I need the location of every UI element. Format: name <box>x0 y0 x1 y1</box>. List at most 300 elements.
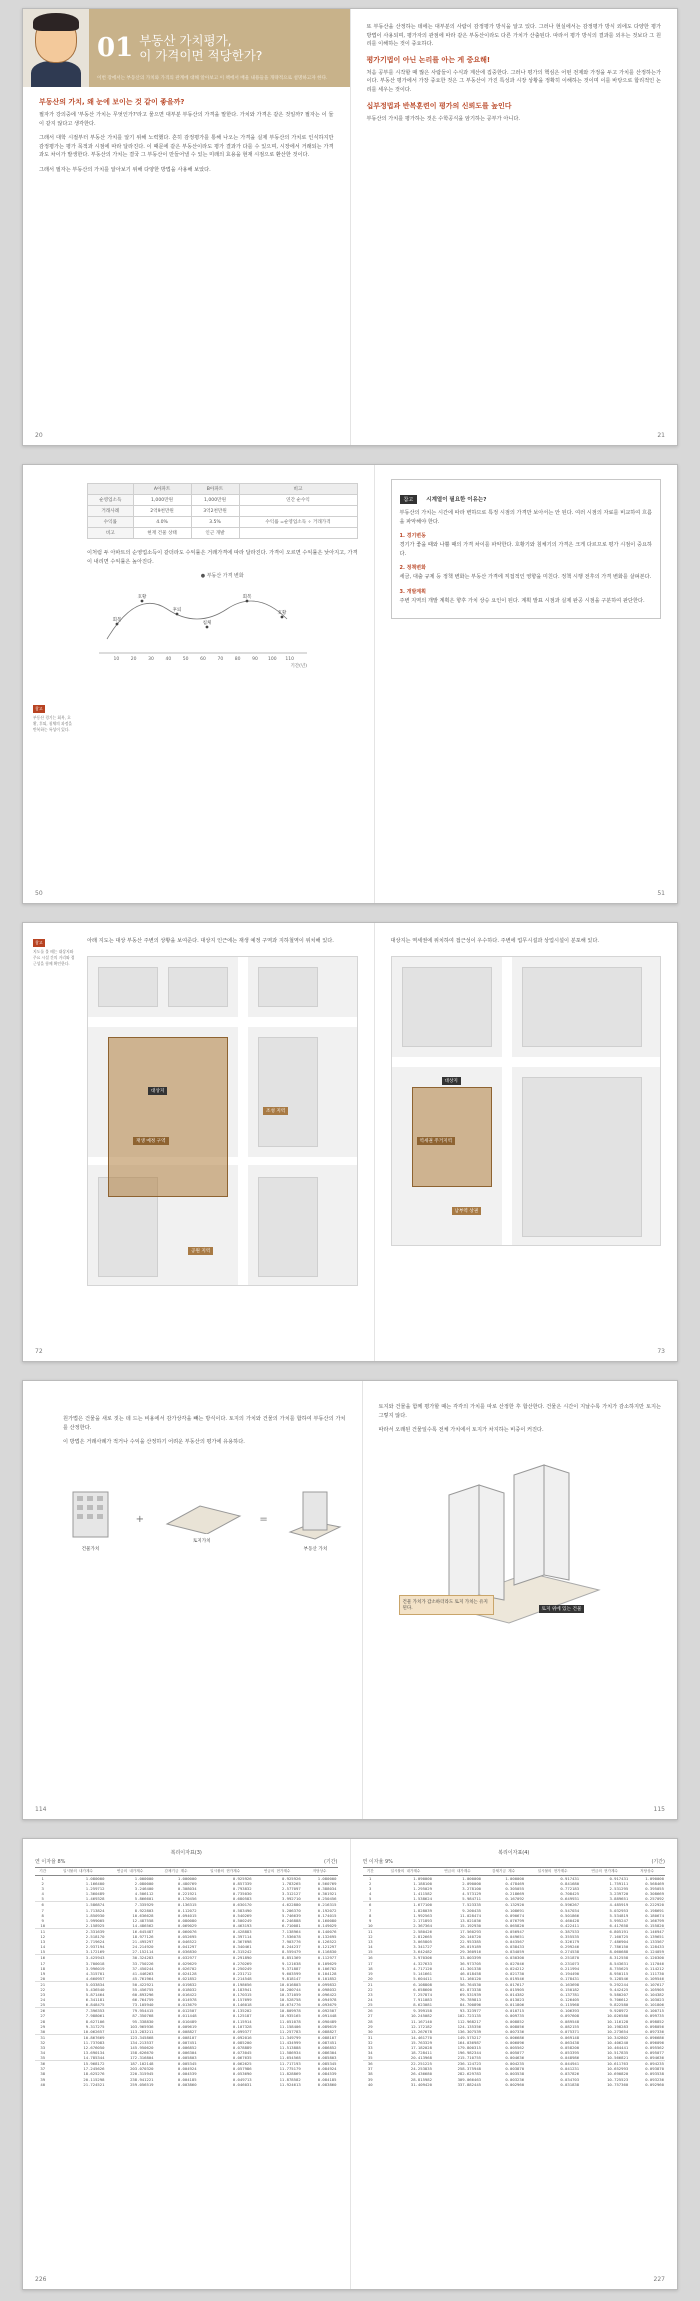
page-number: 115 <box>653 1806 665 1813</box>
table-cell: 1 <box>369 1876 372 1881</box>
table-cell: 39 <box>40 2076 46 2082</box>
table-cell: 31 <box>363 2034 378 2040</box>
table-cell: 38 <box>40 2071 46 2077</box>
table-cell: 0.568469 <box>645 1881 664 1887</box>
table-cell: 0.178431 <box>560 1975 580 1981</box>
table-cell: 13 <box>40 1939 46 1945</box>
table-cell: 36.973705 <box>459 1960 482 1966</box>
table-cell: 0.104128 <box>317 1970 337 1976</box>
table-cell: 21.495297 <box>132 1939 154 1945</box>
table-cell: 0.115914 <box>232 2018 252 2024</box>
table-cell: 38 <box>367 2071 373 2077</box>
table-meta <box>363 1858 666 1865</box>
comparison-table <box>87 483 358 539</box>
table-cell: 0.216315 <box>302 1902 338 1908</box>
table-cell: 0.192072 <box>317 1907 337 1913</box>
table-cell: 25 <box>40 2002 46 2008</box>
table-cell: 0.049651 <box>505 1934 525 1940</box>
table-cell: 0.198691 <box>645 1907 664 1913</box>
table-cell: 0.108691 <box>505 1907 525 1913</box>
table-cell: 0.174015 <box>317 1912 337 1918</box>
table-cell: 41.301338 <box>459 1965 482 1971</box>
table-header: B아파트 <box>191 484 239 495</box>
table-cell: 16.645487 <box>105 1928 154 1934</box>
table-cell: 4 <box>369 1891 372 1897</box>
table-cell: 0.096422 <box>317 1992 337 1998</box>
table-cell: 103.965936 <box>130 2023 154 2029</box>
table-cell: 0.099735 <box>645 2013 664 2019</box>
table-cell: 30 <box>40 2028 46 2034</box>
table-cell: 0.004924 <box>177 2066 197 2072</box>
table-cell: 1.759111 <box>609 1881 629 1887</box>
table-cell: 32 <box>367 2039 373 2045</box>
table-header: 기간 <box>35 1868 50 1876</box>
page-73 <box>375 923 678 1361</box>
table-cell: 12 <box>367 1934 373 1940</box>
table-cell: 5.032953 <box>609 1907 629 1913</box>
table-cell: 5.141661 <box>413 1970 432 1976</box>
table-cell: 0.270269 <box>232 1960 252 1966</box>
book-spread-2 <box>22 464 678 904</box>
table-cell: 14.785344 <box>83 2055 105 2061</box>
table-cell: 10.690820 <box>607 2071 629 2077</box>
table-cell: 3.425943 <box>50 1955 105 1961</box>
table-cell: 6 <box>35 1902 50 1908</box>
page-number: 114 <box>35 1806 47 1813</box>
table-cell: 0.017617 <box>482 1981 525 1987</box>
table-cell: 1.166400 <box>85 1881 105 1887</box>
table-cell: 0.917431 <box>560 1876 580 1881</box>
table-cell: 21.724521 <box>83 2081 105 2087</box>
table-cell: 30.324283 <box>105 1955 154 1961</box>
table-cell: 0.009735 <box>505 2013 525 2019</box>
table-cell: 0.793832 <box>232 1886 252 1892</box>
table-cell: 10.464441 <box>607 2045 629 2050</box>
table-cell: 0.126522 <box>317 1939 337 1945</box>
table-cell: 16 <box>35 1955 50 1961</box>
table-cell: 17.245626 <box>83 2066 105 2072</box>
table-cell: 1.828039 <box>413 1907 432 1913</box>
page-21 <box>351 9 678 445</box>
table-cell: 4.315701 <box>85 1970 105 1976</box>
table-cell: 인근 개발 <box>191 528 239 539</box>
table-cell: 0.046031 <box>232 2081 252 2087</box>
table-cell: 0.002960 <box>505 2081 525 2087</box>
table-cell: 4.506112 <box>134 1891 154 1897</box>
tick-label: 10 <box>113 657 120 663</box>
table-cell: 0.011806 <box>505 2002 525 2008</box>
table-cell: 0.211994 <box>560 1965 580 1971</box>
interest-rate: 연 이자율 8% <box>35 1859 66 1865</box>
tick-label: 80 <box>234 657 241 663</box>
table-cell: 31 <box>35 2034 50 2040</box>
table-cell: 55.456755 <box>132 1986 154 1992</box>
table-cell: 3.642482 <box>413 1949 432 1955</box>
table-cell: 10.342802 <box>580 2034 629 2040</box>
table-cell: 수익률 =순영업소득 ÷ 거래가격 <box>239 517 357 528</box>
table-cell: 0.250249 <box>232 1965 252 1971</box>
table-cell: 33.003399 <box>433 1955 482 1961</box>
table-cell: 1,000만원 <box>191 495 239 506</box>
table-cell: 134.213537 <box>130 2039 154 2045</box>
table-cell: 0.086304 <box>317 2050 337 2056</box>
table-cell: 0.097336 <box>645 2028 664 2034</box>
table-cell: 0.116830 <box>317 1949 337 1955</box>
table-cell: 0.027046 <box>505 1960 525 1966</box>
table-cell: 18 <box>40 1965 46 1971</box>
table-cell: 1,000만원 <box>133 495 191 506</box>
table-cell: 0.917431 <box>609 1876 629 1881</box>
table-cell: 12 <box>40 1934 46 1940</box>
table-cell: 29 <box>367 2023 373 2029</box>
table-cell: 1.000000 <box>505 1876 525 1881</box>
table-cell: 0.003860 <box>177 2081 197 2087</box>
table-header: 일시불의 내가계수 <box>50 1868 105 1876</box>
table-cell: 0.082155 <box>560 2023 580 2029</box>
table-cell: 8.543631 <box>609 1960 629 1966</box>
table-cell: 2억9천만원 <box>133 506 191 517</box>
table-cell: 8.312558 <box>580 1955 629 1961</box>
table-cell: 9 <box>41 1917 44 1923</box>
table-cell: 10.371059 <box>279 1992 301 1998</box>
table-cell: 10.026580 <box>607 2013 629 2019</box>
table-cell: 거래사례 <box>88 506 134 517</box>
table-cell: 9.317275 <box>85 2023 105 2029</box>
table-cell: 3.246400 <box>134 1886 154 1892</box>
table-cell: 1.080000 <box>85 1876 105 1881</box>
paragraph: 처음 공부를 시작할 때 많은 사람들이 수식과 계산에 집중한다. 그러나 평가의 핵심은 어떤 전제와 가정을 두고 가치를 산정하는가이다. 부동산 평가에서 가장 중요한 것은 그 부동산이 가진 특성과 시장 상황을 정확히 이해하는 것이며 이를 바탕으로 합리적인 논리를 세우는 것이다. <box>366 69 661 93</box>
table-cell: 0.062625 <box>198 2061 253 2067</box>
table-cell: 220.315945 <box>130 2071 154 2077</box>
table-cell: 10.273654 <box>607 2028 629 2034</box>
table-cell: 15.192930 <box>459 1922 482 1928</box>
table-cell: 24.253835 <box>410 2066 432 2072</box>
table-cell: 11.167140 <box>410 2018 432 2024</box>
table-cell: 158.626670 <box>130 2050 154 2056</box>
table-cell: 9.928972 <box>580 2008 629 2014</box>
table-cell: 11.349799 <box>253 2034 302 2040</box>
table-cell: 2.531295 <box>609 1886 629 1892</box>
table-cell: 7.536078 <box>281 1934 301 1940</box>
table-cell: 0.012507 <box>155 2008 198 2014</box>
table-cell: 0.540269 <box>232 1912 252 1918</box>
table-cell: 4.717120 <box>413 1965 432 1971</box>
table-cell: 10.757360 <box>607 2081 629 2087</box>
table-cell: 0.170456 <box>177 1896 197 1902</box>
table-cell: 0.034059 <box>505 1949 525 1955</box>
table-cell: 3.996019 <box>85 1965 105 1971</box>
table-cell: 29.360916 <box>459 1949 482 1955</box>
table-cell: 0.003538 <box>505 2071 525 2077</box>
table-cell: 0.257092 <box>645 1896 664 1902</box>
table-cell: 11.513888 <box>279 2045 301 2050</box>
table-row <box>363 2082 666 2087</box>
table-cell: 0.005345 <box>155 2061 198 2067</box>
table-cell: 0.092016 <box>198 2034 253 2040</box>
table-cell: 84.700896 <box>459 2002 482 2008</box>
table-cell: 0.006852 <box>177 2045 197 2050</box>
table-cell: 1.469328 <box>85 1896 105 1902</box>
map-label: 역세권 주거지역 <box>417 1137 456 1145</box>
table-cell: 24 <box>367 1997 373 2003</box>
table-cell: 19 <box>367 1970 373 1976</box>
table-cell: 10.611763 <box>580 2061 629 2067</box>
table-cell: 0.056947 <box>482 1928 525 1934</box>
table-cell: 0.501866 <box>560 1912 580 1918</box>
table-cell: 0.036830 <box>177 1949 197 1955</box>
page-114 <box>23 1381 363 1819</box>
table-cell: 26.436680 <box>410 2071 432 2077</box>
table-cell: 0.094015 <box>177 1912 197 1918</box>
table-cell: 0.315242 <box>232 1949 252 1955</box>
table-cell: 0.137781 <box>560 1992 580 1998</box>
table-cell: 8.950115 <box>609 1970 629 1976</box>
table-cell: 0.114212 <box>645 1965 664 1971</box>
table-cell: 28 <box>367 2018 373 2024</box>
table-cell: 0.093236 <box>645 2076 664 2082</box>
table-cell: 0.772183 <box>560 1886 580 1892</box>
table-cell: 0.085345 <box>302 2061 338 2067</box>
table-cell: 1 <box>41 1876 44 1881</box>
table-cell: 10.636628 <box>132 1912 154 1918</box>
table-cell: 0.085803 <box>317 2055 337 2061</box>
table-cell: 0.067635 <box>232 2055 252 2061</box>
table-cell: 6.658600 <box>413 1986 432 1992</box>
table-cell: 0.112072 <box>177 1907 197 1913</box>
table-cell: 7.903776 <box>281 1939 301 1945</box>
table-cell: 0.103023 <box>645 1997 664 2003</box>
table-cell: 14.486562 <box>132 1922 154 1928</box>
table-cell: 0.194490 <box>560 1970 580 1976</box>
table-cell: 0.308034 <box>177 1886 197 1892</box>
table-cell: 12.487558 <box>132 1917 154 1923</box>
table-cell: 4.485919 <box>580 1902 629 1908</box>
table-cell: 15 <box>40 1949 46 1955</box>
tick-label: 100 <box>268 657 277 663</box>
book-spread-3 <box>22 922 678 1362</box>
table-cell: 102.723135 <box>457 2013 482 2019</box>
paragraph: 대상지는 역세권에 위치하여 접근성이 우수하다. 주변에 업무시설과 상업시설이 분포해 있다. <box>390 938 600 944</box>
table-cell: 40 <box>40 2081 46 2087</box>
table-cell: 현재 건물 상태 <box>133 528 191 539</box>
table-cell: 0.221921 <box>177 1891 197 1897</box>
table-cell: 연간 순수익 <box>239 495 357 506</box>
table-cell: 0.163698 <box>525 1981 580 1987</box>
table-cell: 20.413968 <box>410 2055 432 2061</box>
table-cell: 6.805191 <box>580 1928 629 1934</box>
table-cell: 0.008852 <box>505 2018 525 2024</box>
info-subheading: 3. 개발계획 <box>399 588 426 595</box>
book-spread-5 <box>22 1838 678 2290</box>
page-number: 51 <box>657 890 665 897</box>
table-cell: 0.857339 <box>232 1881 252 1887</box>
page-number: 72 <box>35 1348 43 1355</box>
page-72 <box>23 923 375 1361</box>
table-cell: 0.043567 <box>505 1939 525 1945</box>
table-cell: 23 <box>367 1992 373 1998</box>
table-cell: 8.623081 <box>413 2002 432 2008</box>
table-cell: 172.316804 <box>130 2055 154 2061</box>
page-number: 50 <box>35 890 43 897</box>
site-map-2 <box>391 956 662 1246</box>
table-cell: 203.070320 <box>130 2066 154 2072</box>
building-illustration <box>379 1455 662 1625</box>
table-cell: 0.170315 <box>232 1992 252 1998</box>
table-cell: 0.109546 <box>645 1975 664 1981</box>
table-cell: 27 <box>40 2013 46 2019</box>
cycle-point <box>281 616 284 619</box>
table-cell: 7.138964 <box>253 1928 302 1934</box>
table-cell: 2.331639 <box>50 1928 105 1934</box>
cycle-line <box>107 601 287 639</box>
table-cell: 10.528758 <box>279 1997 301 2003</box>
table-cell: 10.016803 <box>253 1981 302 1987</box>
table-header: 감채기금 계수 <box>155 1868 198 1876</box>
table-cell: 4.573129 <box>462 1891 482 1897</box>
table-cell: 0.136315 <box>155 1902 198 1908</box>
table-cell: 8.244237 <box>281 1944 301 1950</box>
table-cell: 0.326179 <box>560 1939 580 1945</box>
table-cell: 33 <box>367 2045 373 2050</box>
table-cell: 149.575217 <box>433 2034 482 2040</box>
table-cell: 76.789813 <box>459 1997 482 2003</box>
table-cell: 10.517835 <box>607 2050 629 2056</box>
table-cell: 50.422921 <box>105 1981 154 1987</box>
table-cell <box>239 506 357 517</box>
table-cell: 10.566821 <box>607 2055 629 2061</box>
table-cell: 0.128433 <box>645 1944 664 1950</box>
table-cell: 순영업소득 <box>88 495 134 506</box>
table-cell: 0.058200 <box>560 2045 580 2050</box>
table-cell: 0.014382 <box>505 1992 525 1998</box>
page-number: 226 <box>35 2276 47 2283</box>
cycle-curve <box>87 579 317 669</box>
table-cell: 0.008107 <box>155 2034 198 2040</box>
table-cell: 0.024212 <box>505 1965 525 1971</box>
table-cell: 0.150182 <box>560 1986 580 1992</box>
table-cell: 4.660957 <box>85 1975 105 1981</box>
table-cell: 1.992563 <box>413 1912 432 1918</box>
map-label: 조성 지역 <box>263 1107 288 1115</box>
table-row <box>35 2082 338 2087</box>
table-cell: 45.761964 <box>132 1975 154 1981</box>
table-cell: 10.725523 <box>607 2076 629 2082</box>
table-cell: 3.312127 <box>281 1891 301 1897</box>
table-cell: 6.710081 <box>281 1922 301 1928</box>
table-cell: 2.580426 <box>378 1928 433 1934</box>
table-cell: 0.925926 <box>281 1876 301 1881</box>
table-cell: 0.006304 <box>177 2050 197 2056</box>
table-cell: 0.013023 <box>505 1997 525 2003</box>
table-cell: 0.029629 <box>177 1960 197 1966</box>
table-cell: 0.735030 <box>232 1891 252 1897</box>
table-cell: 0.428883 <box>198 1928 253 1934</box>
table-cell: 0.231073 <box>560 1960 580 1966</box>
table-cell: 22 <box>40 1986 46 1992</box>
cycle-label: 침체 <box>202 621 212 627</box>
table-cell: 215.710755 <box>457 2055 482 2061</box>
table-cell: 2 <box>369 1881 372 1887</box>
paragraph: 그래서 필자는 부동산의 가치를 알아보기 위해 다양한 방법을 사용해 보았다. <box>39 166 211 173</box>
table-cell: 0.006096 <box>505 2039 525 2045</box>
table-cell: 0.003870 <box>505 2066 525 2072</box>
table-cell: 39 <box>367 2076 373 2082</box>
table-row <box>88 495 358 506</box>
section-heading: 평가기법이 아닌 논리를 아는 게 중요해! <box>366 55 491 64</box>
table-header: 감채기금 계수 <box>482 1868 525 1876</box>
table-cell: 22.251225 <box>378 2061 433 2067</box>
table-cell: 0.106702 <box>317 1965 337 1971</box>
table-cell: 5.871464 <box>85 1992 105 1998</box>
table-cell: 0.098056 <box>645 2023 664 2029</box>
paragraph: 따라서 오래된 건물일수록 전체 가치에서 토지가 차지하는 비중이 커진다. <box>378 1427 544 1434</box>
book-spread-1 <box>22 8 678 446</box>
table-cell: 0.105905 <box>645 1986 664 1992</box>
table-cell: 26 <box>35 2008 50 2014</box>
page-20 <box>23 9 351 445</box>
table-cell: 0.180674 <box>645 1912 664 1918</box>
table-cell: 5.746639 <box>281 1912 301 1918</box>
table-cell: 3.239720 <box>609 1891 629 1897</box>
table-cell: 1.259712 <box>85 1886 105 1892</box>
table-cell: 0.084539 <box>317 2071 337 2077</box>
table-cell: 0.106393 <box>525 2008 580 2014</box>
table-cell: 3.341727 <box>413 1944 432 1950</box>
table-cell: 0.098852 <box>645 2018 664 2024</box>
table-cell: 337.882445 <box>457 2081 482 2087</box>
table-cell: 20.140720 <box>459 1934 482 1940</box>
table-cell: 0.057986 <box>232 2066 252 2072</box>
table-cell: 187.102148 <box>105 2061 154 2067</box>
table-cell: 5 <box>41 1896 44 1902</box>
table-cell: 0.250456 <box>317 1896 337 1902</box>
table-cell: 0.089619 <box>317 2023 337 2029</box>
table-cell: 19 <box>40 1970 46 1976</box>
table-cell: 15.968172 <box>50 2061 105 2067</box>
table-cell: 7 <box>369 1907 372 1913</box>
table-cell: 238.941221 <box>130 2076 154 2082</box>
table-cell: 0.146018 <box>232 2002 252 2008</box>
table-cell: 3.5% <box>191 517 239 528</box>
table-cell: 9.292244 <box>580 1981 629 1987</box>
section-heading: 십부정법과 반복훈련이 평가의 신뢰도를 높인다 <box>366 101 512 110</box>
table-cell: 5.033834 <box>50 1981 105 1987</box>
table-cell: 1.090000 <box>645 1876 664 1881</box>
table-cell: 6.246888 <box>281 1917 301 1923</box>
table-cell: 14.461770 <box>378 2034 433 2040</box>
tick-label: 30 <box>148 657 154 663</box>
table-cell: 112.968217 <box>457 2018 482 2024</box>
table-cell: 2.367364 <box>413 1922 432 1928</box>
table-cell: 0.038433 <box>505 1944 525 1950</box>
table-cell: 11 <box>35 1928 50 1934</box>
table-cell: 10.935165 <box>279 2013 301 2019</box>
table-cell: 8 <box>369 1912 372 1918</box>
table-cell: 0.003236 <box>505 2076 525 2082</box>
table-cell: 0.547034 <box>560 1907 580 1913</box>
table-cell: 0.024128 <box>177 1970 197 1976</box>
side-note: 참고 지도를 볼 때는 대상지와 주요 시설 간의 거리와 접근성을 함께 확인한다. <box>33 940 75 966</box>
table-cell: 13 <box>367 1939 373 1945</box>
table-cell: 36 <box>363 2061 378 2067</box>
table-cell: 11.654568 <box>279 2055 301 2061</box>
table-cell: 6.848475 <box>85 2002 105 2008</box>
table-cell: 0.090489 <box>317 2018 337 2024</box>
table-cell: 10.674776 <box>279 2002 301 2008</box>
cycle-point <box>176 613 179 616</box>
table-cell: 0.015905 <box>505 1986 525 1992</box>
table-cell: 46.018458 <box>459 1970 482 1976</box>
